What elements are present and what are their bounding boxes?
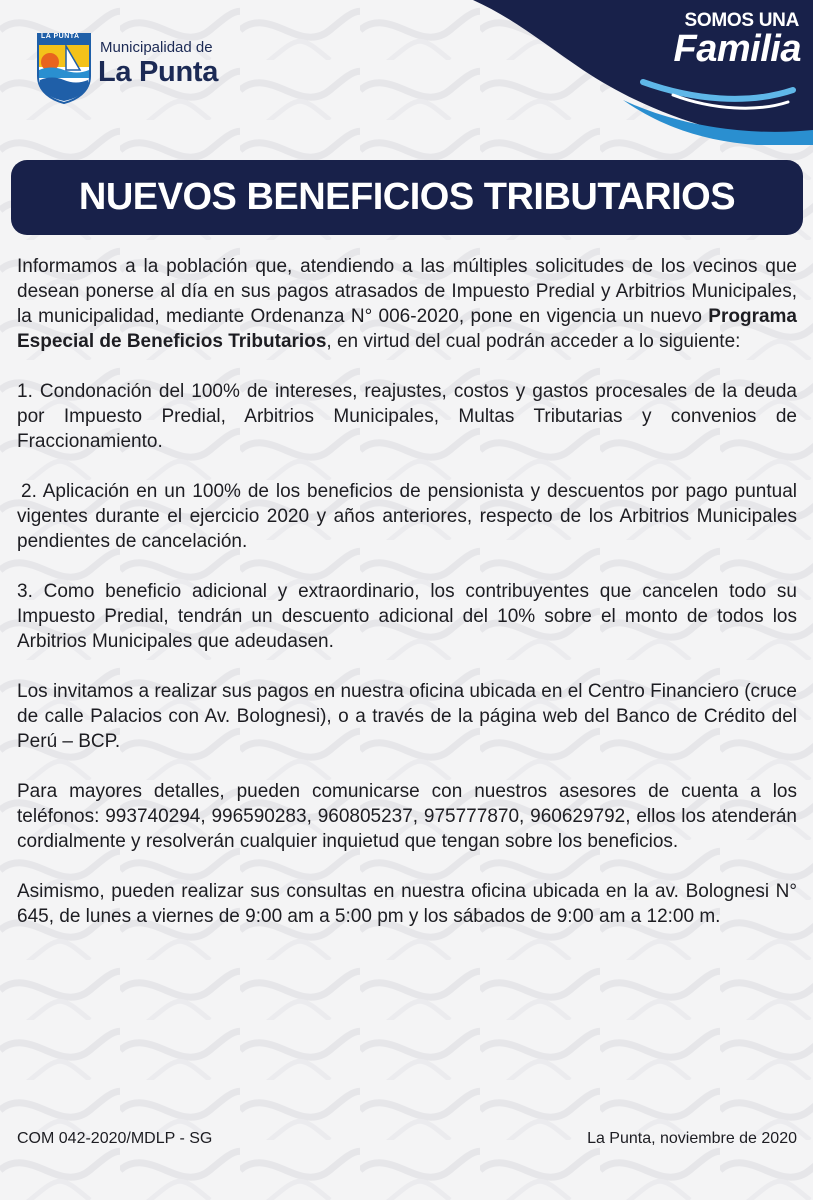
intro-paragraph: [17, 254, 797, 354]
logo-line-municipality: Municipalidad de: [100, 39, 213, 56]
benefit-item-1: 1. Condonación del 100% de intereses, reajustes, costos y gastos procesales de la deuda por Impuesto Predial, Arbitrios Municipales, Multas Tributarias y convenios de Fraccionamiento.: [17, 381, 797, 452]
municipality-crest-icon: [36, 32, 92, 104]
municipality-logo: [36, 32, 236, 107]
benefit-item-3: 3. Como beneficio adicional y extraordinario, los contribuyentes que cancelen todo su Impuesto Predial, tendrán un descuento adicional del 10% sobre el monto de todos los Arbitrios Municipales que adeudasen.: [17, 581, 797, 652]
page-title: NUEVOS BENEFICIOS TRIBUTARIOS: [78, 176, 736, 218]
contact-paragraph: Para mayores detalles, pueden comunicarse con nuestros asesores de cuenta a los teléfonos: 993740294, 996590283, 960805237, 975777870, 960629792, ellos los atenderán cordialmente y resolverán cualquier inquietud que tengan sobre los beneficios.: [17, 781, 797, 852]
benefit-item-2: 2. Aplicación en un 100% de los beneficios de pensionista y descuentos por pago puntual vigentes durante el ejercicio 2020 y años anteriores, respecto de los Arbitrios Municipales pendientes de cancelación.: [17, 481, 797, 552]
title-banner: [11, 160, 803, 235]
intro-text-start: Informamos a la población que, atendiendo a las múltiples solicitudes de los vecinos que desean ponerse al día en sus pagos atrasados de Impuesto Predial y Arbitrios Municipales, la municipalidad, mediante Ordenanza N° 006-2020, pone en vigencia un nuevo: [17, 256, 797, 327]
logo-badge-text: LA PUNTA: [41, 33, 80, 40]
place-and-date: La Punta, noviembre de 2020: [587, 1130, 797, 1147]
brand-banner: [473, 0, 813, 145]
intro-text-end: , en virtud del cual podrán acceder a lo siguiente:: [326, 331, 741, 352]
office-paragraph: Asimismo, pueden realizar sus consultas en nuestra oficina ubicada en la av. Bolognesi N° 645, de lunes a viernes de 9:00 am a 5:00 pm y los sábados de 9:00 am a 12:00 m.: [17, 881, 797, 927]
intro-program-name: Programa Especial de Beneficios Tributarios: [17, 306, 797, 352]
brand-line-1: SOMOS UNA: [684, 10, 799, 31]
payment-paragraph: Los invitamos a realizar sus pagos en nuestra oficina ubicada en el Centro Financiero (cruce de calle Palacios con Av. Bolognesi), o a través de la página web del Banco de Crédito del Perú – BCP.: [17, 681, 797, 752]
brand-line-2: Familia: [673, 28, 801, 70]
logo-line-city: La Punta: [98, 56, 219, 88]
document-reference: COM 042-2020/MDLP - SG: [17, 1130, 213, 1147]
announcement-body: [17, 254, 797, 954]
